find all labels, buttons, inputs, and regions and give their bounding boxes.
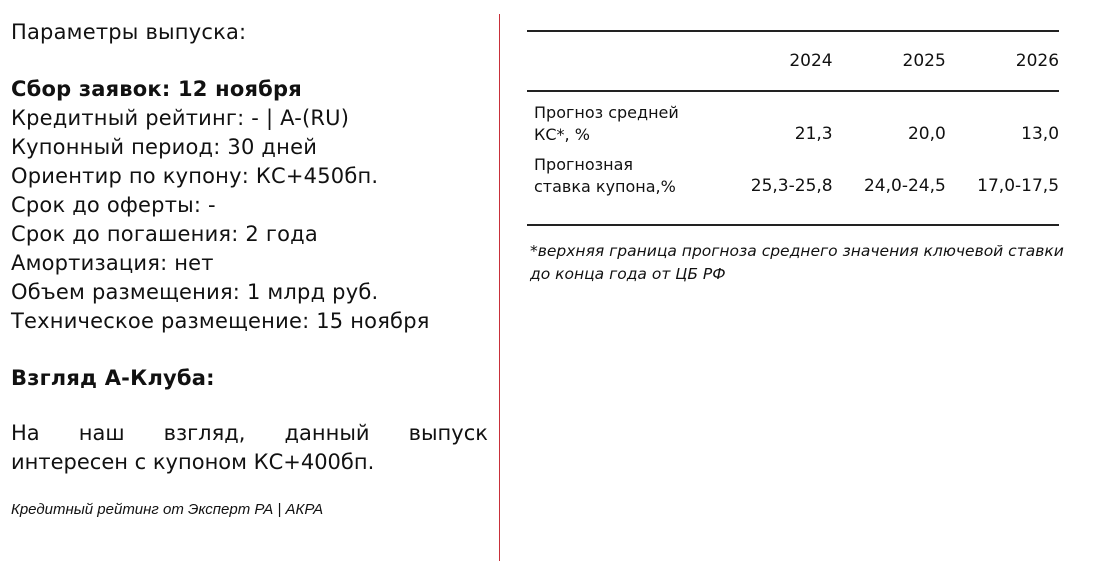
param-technical-placement: Техническое размещение: 15 ноября	[11, 309, 430, 333]
table-bottom-rule	[527, 224, 1059, 226]
view-text-line1	[11, 419, 488, 448]
row-label-line: ставка купона,%	[534, 177, 676, 196]
table-cell: 25,3-25,8	[750, 176, 833, 196]
view-word: взгляд,	[163, 421, 246, 445]
param-offer-term: Срок до оферты: -	[11, 193, 216, 217]
table-cell: 13,0	[1021, 124, 1060, 144]
table-cell: 21,3	[794, 124, 833, 144]
forecast-table	[527, 30, 1064, 286]
param-amortization: Амортизация: нет	[11, 251, 214, 275]
rating-source-note: Кредитный рейтинг от Эксперт РА | АКРА	[11, 501, 324, 518]
table-cell: 24,0-24,5	[863, 176, 946, 196]
table-cell: 17,0-17,5	[977, 176, 1060, 196]
table-cell: 20,0	[907, 124, 946, 144]
table-row	[527, 146, 1059, 224]
view-word: На	[11, 421, 40, 445]
param-coupon-guidance: Ориентир по купону: КС+450бп.	[11, 164, 379, 188]
param-coupon-period: Купонный период: 30 дней	[11, 135, 318, 159]
vertical-divider	[499, 14, 500, 561]
row-label-line: Прогноз средней	[534, 103, 679, 122]
param-credit-rating: Кредитный рейтинг: - | A-(RU)	[11, 106, 350, 130]
book-building-date: Сбор заявок: 12 ноября	[11, 77, 302, 101]
view-text	[11, 419, 488, 477]
row-label	[527, 102, 719, 146]
row-label-line: КС*, %	[534, 125, 590, 144]
header-year: 2024	[789, 51, 833, 71]
header-year: 2026	[1015, 51, 1060, 71]
row-label	[527, 154, 719, 198]
header-year: 2025	[902, 51, 946, 71]
view-header: Взгляд А-Клуба:	[11, 366, 215, 390]
param-volume: Объем размещения: 1 млрд руб.	[11, 280, 379, 304]
issue-parameters-panel	[11, 18, 488, 518]
table-row	[527, 92, 1059, 146]
view-word: выпуск	[408, 421, 488, 445]
view-word: наш	[78, 421, 125, 445]
table-header-row	[527, 32, 1059, 90]
view-text-line2: интересен с купоном КС+400бп.	[11, 450, 375, 474]
table-footnote: *верхняя граница прогноза среднего значения ключевой ставки до конца года от ЦБ РФ	[530, 242, 1064, 283]
params-header: Параметры выпуска:	[11, 20, 247, 44]
param-maturity: Срок до погашения: 2 года	[11, 222, 318, 246]
view-word: данный	[284, 421, 370, 445]
row-label-line: Прогнозная	[534, 155, 634, 174]
